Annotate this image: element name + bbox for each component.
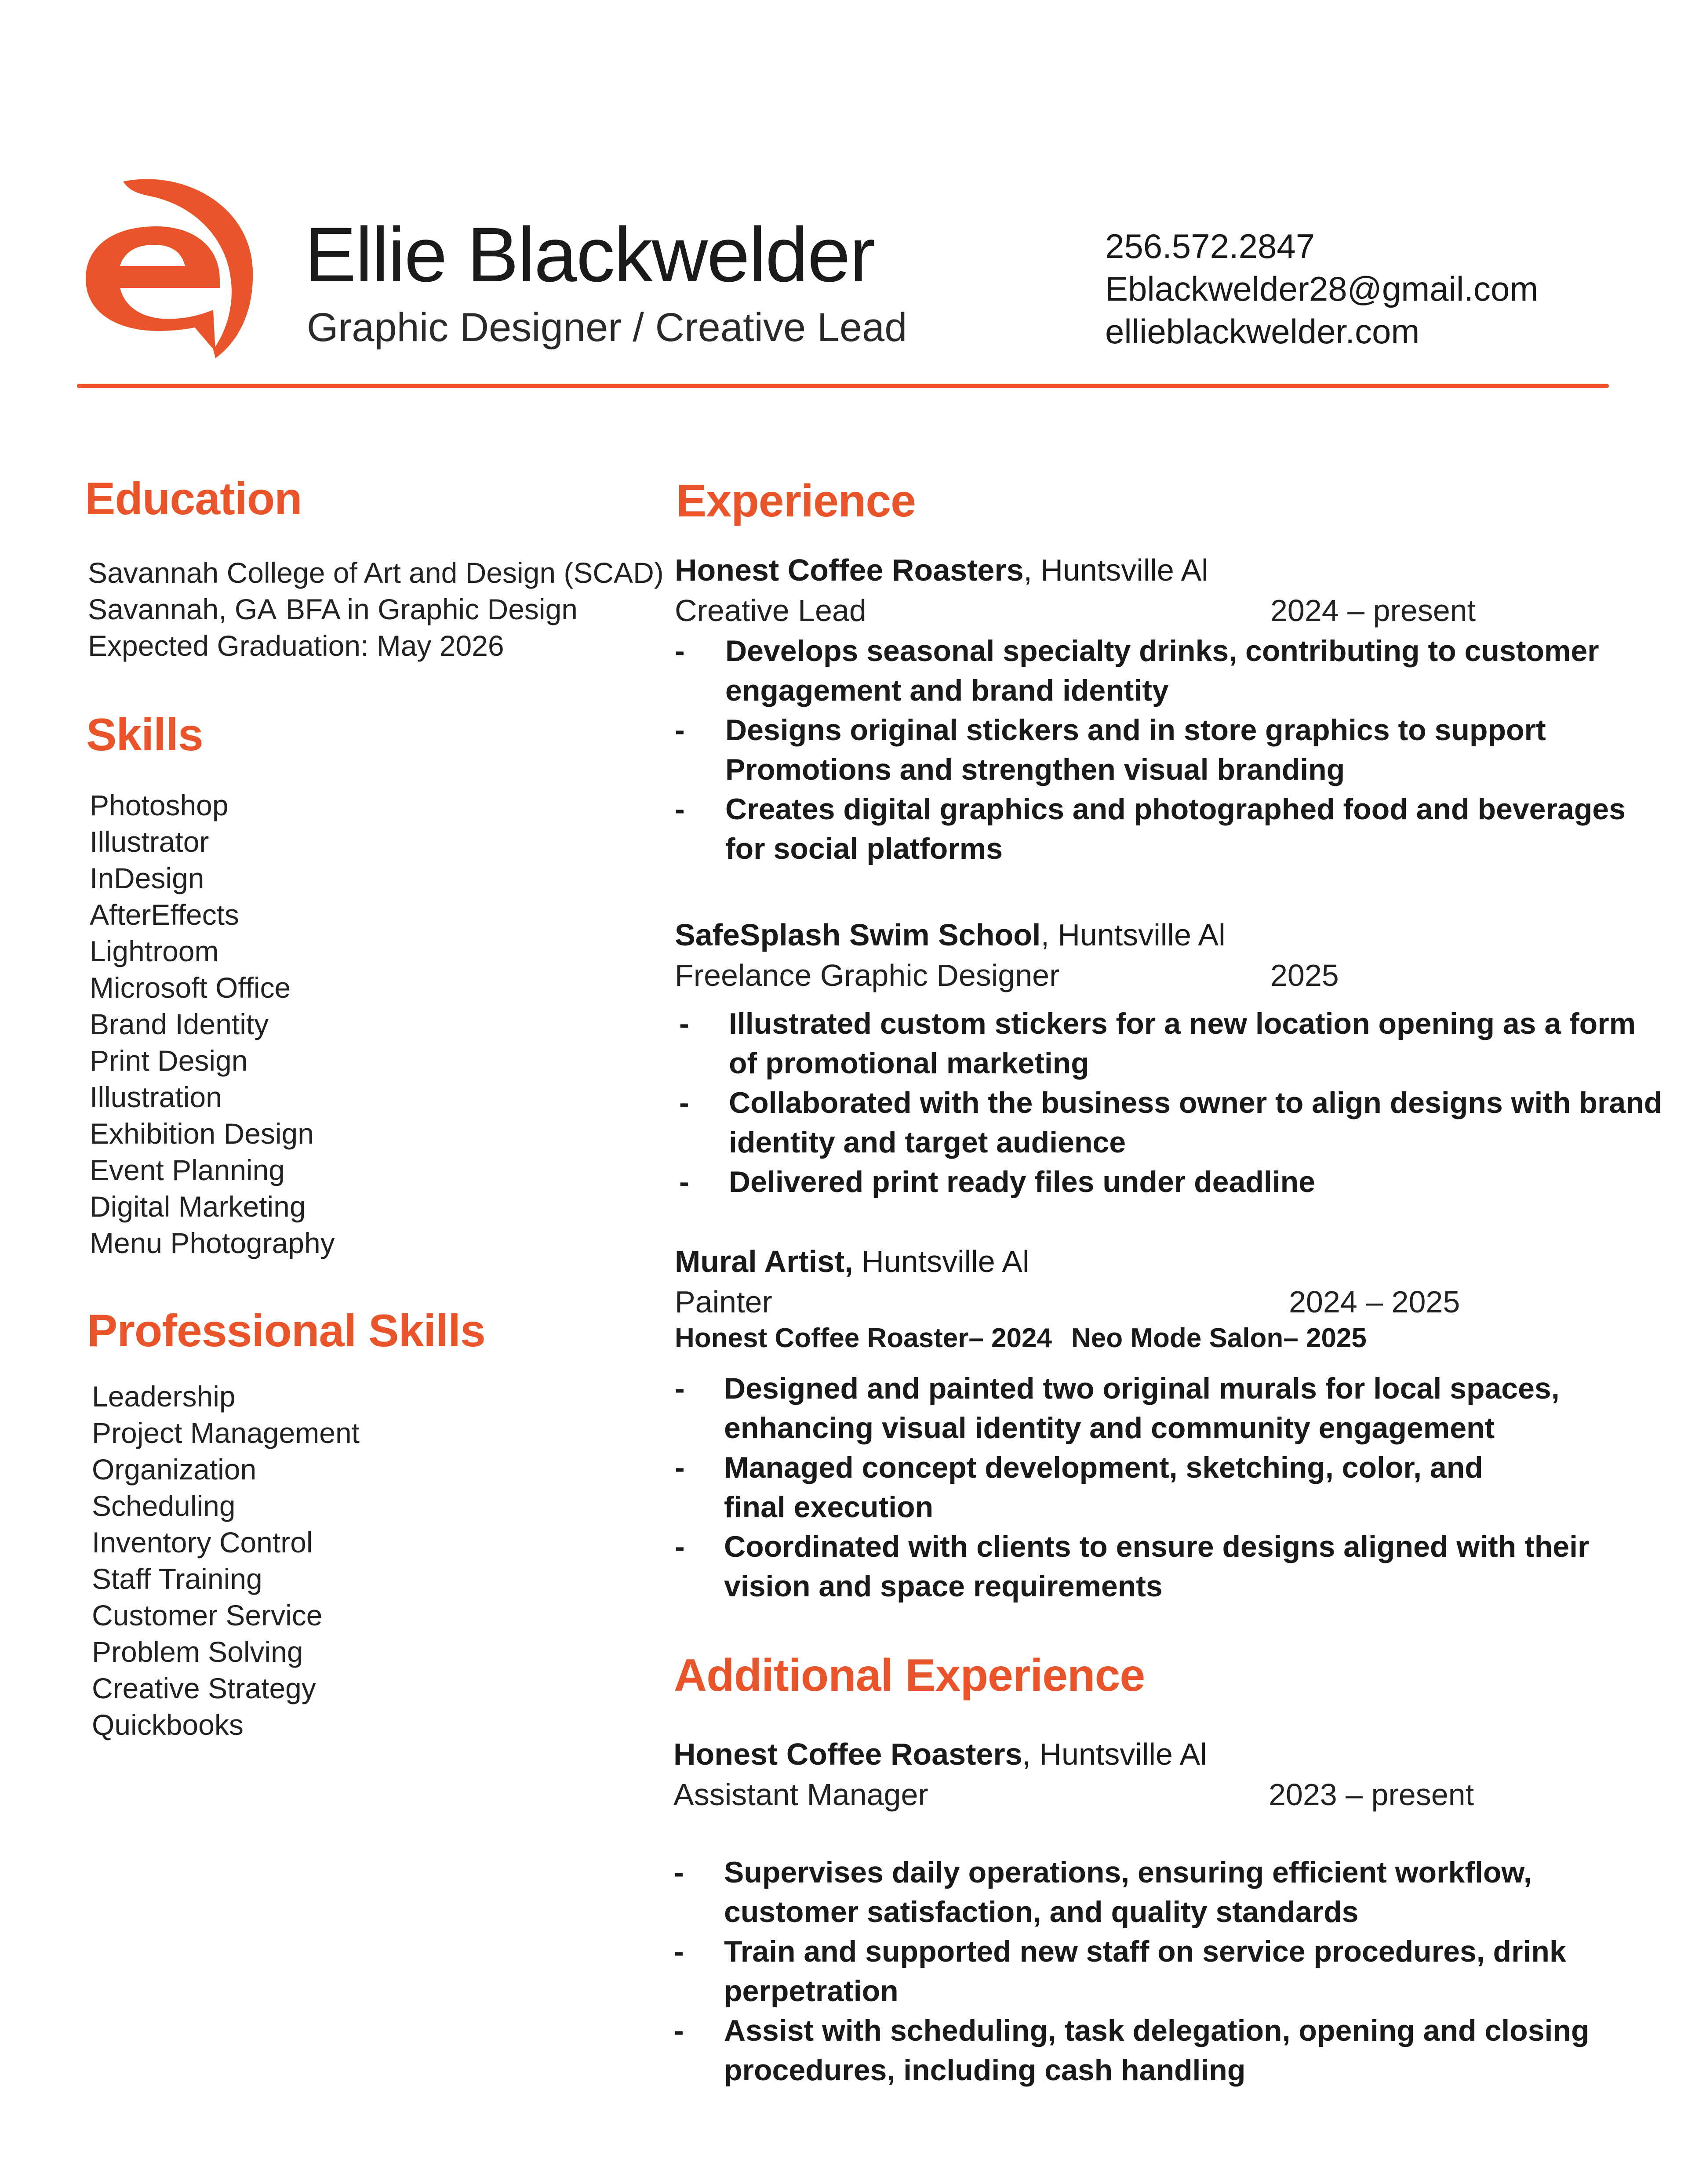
list-item: Exhibition Design	[90, 1117, 314, 1150]
skills-list	[90, 787, 335, 1261]
job-dates: 2024 – present	[1270, 593, 1476, 628]
job-location: , Huntsville Al	[1022, 1737, 1207, 1771]
job-role: Creative Lead	[675, 593, 866, 628]
job-header	[675, 550, 1208, 590]
company-name: Mural Artist,	[675, 1244, 853, 1279]
list-item: Event Planning	[90, 1154, 285, 1186]
bullet-marker: -	[675, 1451, 685, 1484]
job-location: Huntsville Al	[853, 1244, 1030, 1279]
bullet-line: for social platforms	[725, 832, 1003, 865]
job-header	[673, 1734, 1207, 1774]
company-name: SafeSplash Swim School	[675, 918, 1041, 952]
bullet-marker: -	[674, 1935, 684, 1968]
bullet-marker: -	[679, 1086, 689, 1119]
list-item: Brand Identity	[90, 1008, 269, 1040]
bullet-line: of promotional marketing	[729, 1047, 1089, 1080]
mural-client: Honest Coffee Roaster– 2024	[675, 1323, 1052, 1353]
email-address[interactable]: Eblackwelder28@gmail.com	[1105, 269, 1539, 308]
bullet-line: Designed and painted two original murals for local spaces,	[724, 1372, 1560, 1405]
bullet-line: procedures, including cash handling	[724, 2053, 1246, 2087]
list-item: Scheduling	[92, 1490, 236, 1522]
list-item: Menu Photography	[90, 1227, 335, 1259]
education-location: Savannah, GA	[88, 593, 277, 625]
company-name: Honest Coffee Roasters	[673, 1737, 1022, 1771]
job-header	[675, 1242, 1030, 1281]
job-role: Assistant Manager	[673, 1777, 928, 1812]
list-item: Photoshop	[90, 789, 229, 821]
bullet-marker: -	[679, 1165, 689, 1199]
list-item: Illustration	[90, 1081, 222, 1113]
education-school: Savannah College of Art and Design (SCAD)	[88, 556, 664, 589]
bullet-line: identity and target audience	[729, 1126, 1126, 1159]
website-link[interactable]: ellieblackwelder.com	[1105, 312, 1420, 351]
bullet-marker: -	[675, 713, 685, 747]
bullet-line: Train and supported new staff on service procedures, drink	[724, 1935, 1566, 1968]
list-item: Lightroom	[90, 935, 219, 967]
bullet-line: Develops seasonal specialty drinks, contributing to customer	[725, 634, 1599, 668]
bullet-marker: -	[675, 1530, 685, 1563]
company-name: Honest Coffee Roasters	[675, 553, 1024, 587]
bullet-line: perpetration	[724, 1974, 899, 2008]
bullet-line: enhancing visual identity and community engagement	[724, 1411, 1495, 1445]
candidate-title: Graphic Designer / Creative Lead	[307, 305, 907, 350]
bullet-line: Promotions and strengthen visual branding	[725, 753, 1345, 786]
list-item: Project Management	[92, 1417, 360, 1449]
phone-number: 256.572.2847	[1105, 227, 1315, 265]
skills-heading: Skills	[86, 709, 203, 760]
list-item: Staff Training	[92, 1563, 262, 1595]
list-item: Creative Strategy	[92, 1672, 316, 1704]
bullet-marker: -	[679, 1007, 689, 1040]
job-role: Painter	[675, 1285, 772, 1319]
header-divider	[77, 384, 1609, 388]
bullet-marker: -	[674, 2014, 684, 2047]
bullet-line: Collaborated with the business owner to align designs with brand	[729, 1086, 1663, 1119]
job-header	[675, 915, 1226, 955]
list-item: Organization	[92, 1453, 257, 1486]
job-dates: 2025	[1270, 958, 1339, 992]
list-item: Problem Solving	[92, 1635, 303, 1668]
bullet-line: vision and space requirements	[724, 1570, 1163, 1603]
education-degree: BFA in Graphic Design	[286, 593, 578, 625]
bullet-line: Supervises daily operations, ensuring efficient workflow,	[724, 1856, 1532, 1889]
bullet-line: engagement and brand identity	[725, 674, 1169, 707]
bullet-line: Creates digital graphics and photographed food and beverages	[725, 792, 1626, 826]
list-item: Customer Service	[92, 1599, 323, 1632]
letter-e-logo-icon	[81, 178, 257, 367]
candidate-name: Ellie Blackwelder	[305, 212, 875, 298]
bullet-line: Delivered print ready files under deadline	[729, 1165, 1315, 1199]
list-item: Inventory Control	[92, 1526, 313, 1559]
bullet-marker: -	[675, 1372, 685, 1405]
education-heading: Education	[85, 473, 302, 524]
list-item: AfterEffects	[90, 898, 239, 931]
bullet-line: final execution	[724, 1490, 934, 1524]
job-role: Freelance Graphic Designer	[675, 958, 1060, 992]
bullet-line: Managed concept development, sketching, color, and	[724, 1451, 1483, 1484]
bullet-marker: -	[674, 1856, 684, 1889]
additional-experience-heading: Additional Experience	[674, 1650, 1145, 1701]
bullet-line: Designs original stickers and in store graphics to support	[725, 713, 1546, 747]
experience-heading: Experience	[676, 476, 916, 527]
list-item: Digital Marketing	[90, 1190, 306, 1223]
list-item: Leadership	[92, 1380, 236, 1413]
mural-client: Neo Mode Salon– 2025	[1071, 1323, 1367, 1353]
job-location: , Huntsville Al	[1023, 553, 1208, 587]
professional-skills-heading: Professional Skills	[87, 1305, 485, 1356]
professional-skills-list	[92, 1378, 360, 1743]
list-item: InDesign	[90, 862, 204, 894]
bullet-line: Illustrated custom stickers for a new location opening as a form	[729, 1007, 1636, 1040]
list-item: Illustrator	[90, 825, 209, 858]
job-dates: 2023 – present	[1269, 1777, 1474, 1812]
list-item: Microsoft Office	[90, 971, 291, 1004]
bullet-marker: -	[675, 792, 685, 826]
job-dates: 2024 – 2025	[1289, 1285, 1460, 1319]
job-location: , Huntsville Al	[1040, 918, 1226, 952]
list-item: Print Design	[90, 1044, 248, 1077]
bullet-line: customer satisfaction, and quality standards	[724, 1895, 1359, 1929]
bullet-line: Coordinated with clients to ensure designs aligned with their	[724, 1530, 1590, 1563]
list-item: Quickbooks	[92, 1708, 244, 1741]
bullet-marker: -	[675, 634, 685, 668]
bullet-line: Assist with scheduling, task delegation, opening and closing	[724, 2014, 1590, 2047]
education-graduation: Expected Graduation: May 2026	[88, 629, 504, 662]
